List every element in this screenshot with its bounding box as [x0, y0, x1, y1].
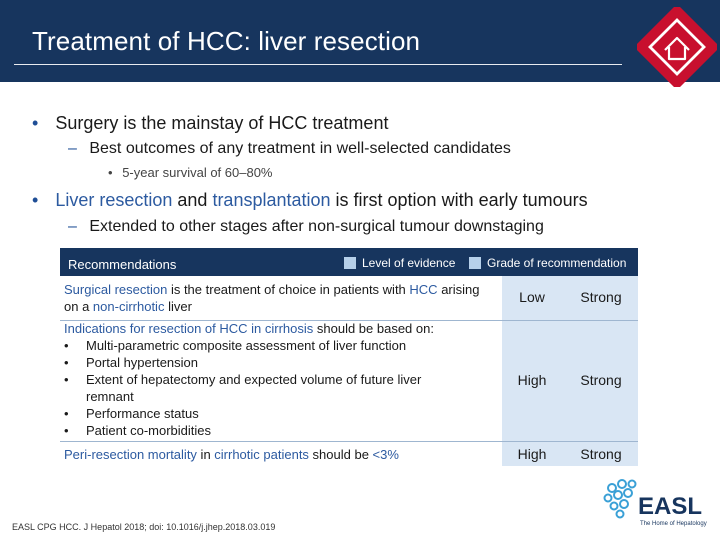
bullet-text: Surgery is the mainstay of HCC treatment [55, 113, 389, 133]
emphasis-text: Surgical resection [64, 282, 168, 297]
dash-marker: – [68, 140, 77, 157]
emphasis-transplantation: transplantation [212, 190, 331, 210]
citation-footer: EASL CPG HCC. J Hepatol 2018; doi: 10.1016/j.jhep.2018.03.019 [12, 522, 276, 532]
sub-bullet-extended [68, 218, 544, 236]
table-row [60, 442, 638, 466]
grade-value: Strong [580, 446, 622, 462]
sub-bullet-text: Best outcomes of any treatment in well-selected candidates [89, 140, 511, 157]
bullet-marker: • [32, 190, 39, 210]
plain-text: is the treatment of choice in patients with [167, 282, 410, 297]
recommendation-text [64, 320, 500, 439]
level-of-evidence-value: Low [519, 289, 545, 305]
header-grade-of-recommendation: Grade of recommendation [487, 256, 627, 270]
emphasis-text: Indications for resection of HCC in cirrhosis [64, 321, 314, 336]
logo-wordmark: EASL [638, 493, 703, 520]
slide-title: Treatment of HCC: liver resection [32, 26, 421, 56]
plain-text: liver [164, 299, 192, 314]
sub-sub-bullet-text: 5-year survival of 60–80% [122, 165, 273, 180]
bullet-text: and [172, 190, 213, 210]
row-heading [64, 320, 500, 337]
emphasis-text: non-cirrhotic [92, 299, 165, 314]
slide-header [0, 0, 720, 82]
header-divider [14, 64, 622, 65]
table-row [60, 276, 638, 320]
plain-text: should be [308, 447, 373, 462]
sub-bullet-best-outcomes [68, 140, 511, 158]
easl-logo [600, 478, 710, 534]
emphasis-text: <3% [372, 447, 399, 462]
header-recommendations: Recommendations [68, 257, 177, 272]
bullet-text: is first option with early tumours [330, 190, 588, 210]
list-item: • Extent of hepatectomy and expected volume of future liver remnant [64, 371, 464, 405]
recommendations-table [60, 248, 638, 466]
plain-text: arising on a [64, 282, 480, 314]
sub-bullet-text: Extended to other stages after non-surgical tumour downstaging [89, 218, 544, 235]
table-row [60, 320, 638, 440]
recommendation-text [64, 446, 500, 463]
bullet-liver-resection [32, 190, 588, 211]
home-icon[interactable] [637, 7, 717, 87]
plain-text: in [196, 447, 215, 462]
plain-text: should be based on: [313, 321, 434, 336]
legend-square-level [344, 257, 356, 269]
header-level-of-evidence: Level of evidence [362, 256, 456, 270]
sub-sub-bullet-survival [108, 165, 273, 180]
list-item: • Performance status [64, 405, 500, 422]
list-item: • Portal hypertension [64, 354, 500, 371]
emphasis-text: cirrhotic patients [214, 447, 309, 462]
bullet-marker: • [108, 165, 113, 180]
recommendation-text [64, 281, 496, 315]
list-item: • Multi-parametric composite assessment of liver function [64, 337, 500, 354]
table-header [60, 248, 638, 276]
logo-tagline: The Home of Hepatology [640, 521, 707, 527]
level-of-evidence-value: High [517, 372, 547, 388]
dash-marker: – [68, 218, 77, 235]
legend-square-grade [469, 257, 481, 269]
list-item: • Patient co-morbidities [64, 422, 500, 439]
grade-value: Strong [580, 372, 622, 388]
bullet-marker: • [32, 113, 39, 133]
grade-value: Strong [580, 289, 622, 305]
emphasis-text: Peri-resection mortality [64, 447, 197, 462]
emphasis-text: HCC [409, 282, 438, 297]
bullet-surgery [32, 113, 388, 134]
level-of-evidence-value: High [517, 446, 547, 462]
emphasis-liver-resection: Liver resection [55, 190, 173, 210]
